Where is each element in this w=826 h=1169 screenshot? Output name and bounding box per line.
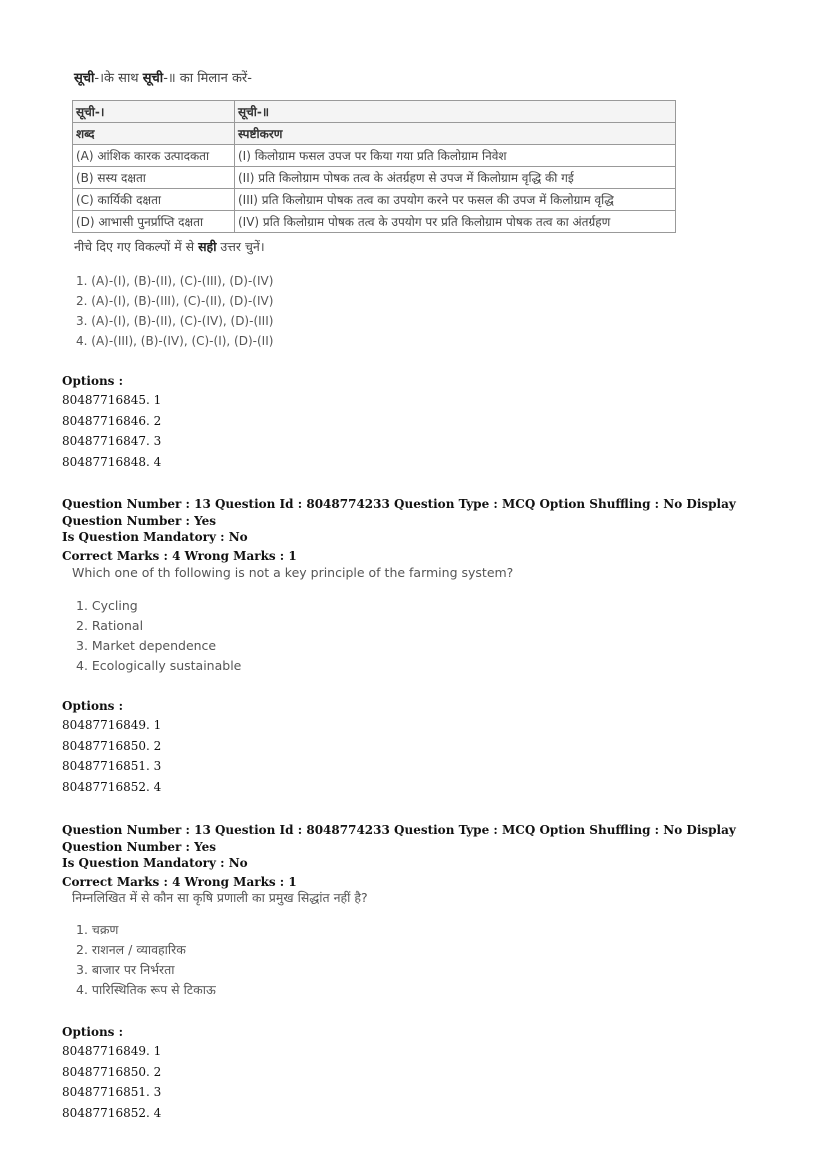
table-cell: (IV) प्रति किलोग्राम पोषक तत्व के उपयोग पर प्रति किलोग्राम पोषक तत्व का अंतर्ग्रहण bbox=[235, 211, 676, 233]
option-id: 80487716851. 3 bbox=[62, 759, 162, 773]
answer-choice: 2. (A)-(I), (B)-(III), (C)-(II), (D)-(IV) bbox=[76, 294, 274, 308]
question-choices bbox=[76, 920, 216, 1000]
option-id: 80487716849. 1 bbox=[62, 1044, 162, 1058]
table-cell: (A) आंशिक कारक उत्पादकता bbox=[73, 145, 235, 167]
options-title: Options : bbox=[62, 699, 124, 713]
question-choices bbox=[76, 596, 241, 676]
match-table bbox=[72, 100, 676, 233]
answer-choice: 4. (A)-(III), (B)-(IV), (C)-(I), (D)-(II) bbox=[76, 334, 274, 348]
options-title: Options : bbox=[62, 1025, 124, 1039]
question-text: Which one of th following is not a key principle of the farming system? bbox=[72, 565, 514, 580]
options-list bbox=[62, 390, 161, 472]
option-id: 80487716852. 4 bbox=[62, 779, 162, 794]
option-id: 80487716848. 4 bbox=[62, 454, 162, 469]
table-row bbox=[73, 167, 676, 189]
table-row bbox=[73, 189, 676, 211]
answer-choice: 1. (A)-(I), (B)-(II), (C)-(III), (D)-(IV) bbox=[76, 274, 274, 288]
question-meta-line: Question Number : 13 Question Id : 8048774233 Question Type : MCQ Option Shuffling : No Display Question Number : Yes bbox=[62, 823, 736, 854]
table-cell: (C) कार्यिकी दक्षता bbox=[73, 189, 235, 211]
question-choice: 1. Cycling bbox=[76, 598, 138, 613]
table-cell: (II) प्रति किलोग्राम पोषक तत्व के अंतर्ग्रहण से उपज में किलोग्राम वृद्धि की गई bbox=[235, 167, 676, 189]
options-list bbox=[62, 715, 161, 797]
question-choice: 4. Ecologically sustainable bbox=[76, 658, 242, 673]
question-choice: 3. Market dependence bbox=[76, 638, 217, 653]
question-choice: 3. बाजार पर निर्भरता bbox=[76, 962, 175, 977]
table-row bbox=[73, 145, 676, 167]
answer-choices bbox=[76, 271, 273, 351]
table-row bbox=[73, 211, 676, 233]
question-choice: 2. राशनल / व्यावहारिक bbox=[76, 942, 186, 957]
match-instruction: सूची-।के साथ सूची-॥ का मिलान करें- bbox=[74, 71, 252, 86]
option-id: 80487716851. 3 bbox=[62, 1085, 162, 1099]
question-meta bbox=[62, 822, 782, 890]
table-subheader-cell: स्पष्टीकरण bbox=[235, 123, 676, 145]
answer-choice: 3. (A)-(I), (B)-(II), (C)-(IV), (D)-(III) bbox=[76, 314, 274, 328]
table-header-cell: सूची-॥ bbox=[235, 101, 676, 123]
options-list bbox=[62, 1041, 161, 1123]
table-header-row bbox=[73, 101, 676, 123]
option-id: 80487716846. 2 bbox=[62, 413, 162, 428]
question-text: निम्नलिखित में से कौन सा कृषि प्रणाली का प्रमुख सिद्धांत नहीं है? bbox=[72, 890, 368, 905]
option-id: 80487716847. 3 bbox=[62, 434, 162, 448]
table-cell: (I) किलोग्राम फसल उपज पर किया गया प्रति किलोग्राम निवेश bbox=[235, 145, 676, 167]
option-id: 80487716852. 4 bbox=[62, 1105, 162, 1120]
table-header-cell: सूची-। bbox=[73, 101, 235, 123]
table-cell: (B) सस्य दक्षता bbox=[73, 167, 235, 189]
question-meta-line: Correct Marks : 4 Wrong Marks : 1 bbox=[62, 548, 297, 563]
table-subheader-row bbox=[73, 123, 676, 145]
choose-instruction: नीचे दिए गए विकल्पों में से सही उत्तर चुनें। bbox=[74, 239, 265, 254]
table-cell: (D) आभासी पुनर्प्राप्ति दक्षता bbox=[73, 211, 235, 233]
option-id: 80487716845. 1 bbox=[62, 393, 162, 407]
option-id: 80487716849. 1 bbox=[62, 718, 162, 732]
option-id: 80487716850. 2 bbox=[62, 1064, 162, 1079]
question-choice: 2. Rational bbox=[76, 618, 144, 633]
option-id: 80487716850. 2 bbox=[62, 738, 162, 753]
question-meta bbox=[62, 496, 782, 564]
question-choice: 4. पारिस्थितिक रूप से टिकाऊ bbox=[76, 982, 216, 997]
question-meta-line: Question Number : 13 Question Id : 8048774233 Question Type : MCQ Option Shuffling : No Display Question Number : Yes bbox=[62, 497, 736, 528]
question-choice: 1. चक्रण bbox=[76, 922, 119, 937]
question-meta-line: Correct Marks : 4 Wrong Marks : 1 bbox=[62, 874, 297, 889]
options-title: Options : bbox=[62, 374, 124, 388]
question-meta-line: Is Question Mandatory : No bbox=[62, 530, 248, 544]
table-cell: (III) प्रति किलोग्राम पोषक तत्व का उपयोग करने पर फसल की उपज में किलोग्राम वृद्धि bbox=[235, 189, 676, 211]
table-subheader-cell: शब्द bbox=[73, 123, 235, 145]
question-meta-line: Is Question Mandatory : No bbox=[62, 856, 248, 870]
